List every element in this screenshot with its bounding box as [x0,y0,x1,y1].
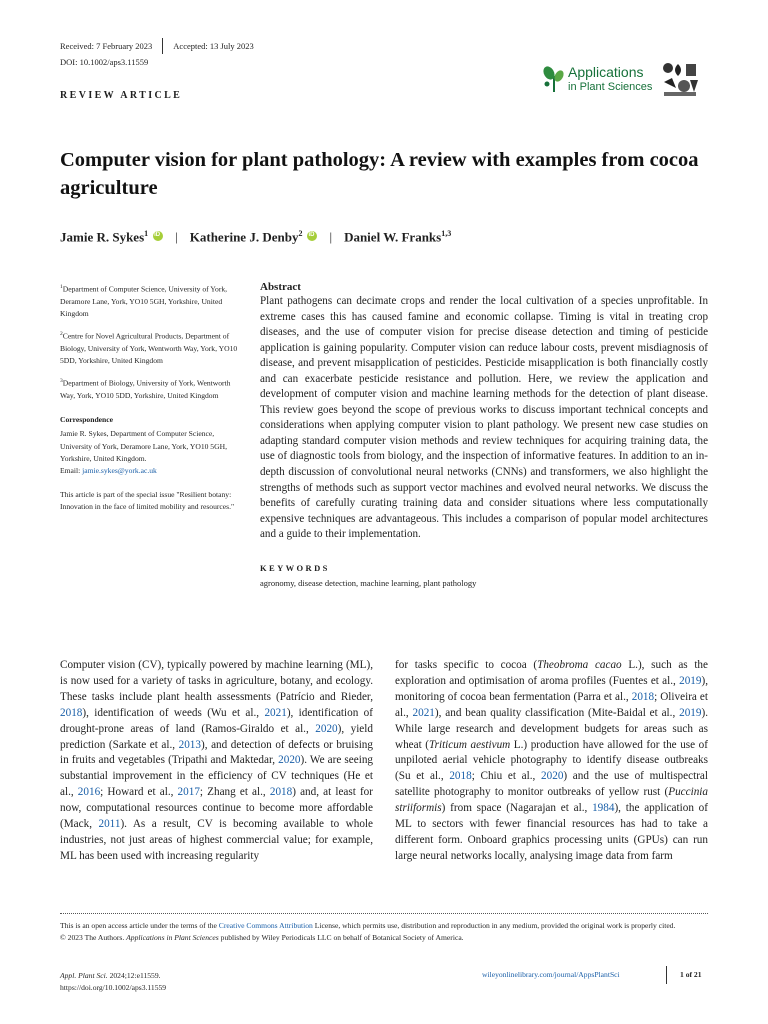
citation-year-link[interactable]: 1984 [592,802,615,815]
body-text: ), the application of ML to sectors with fewer financial resources has had to take a different form. Onboard graphics processing units (GPUs) can run large neural networks locally, analysing image data from farm [395,802,709,862]
citation-year-link[interactable]: 2020 [541,770,564,783]
citation-year-link[interactable]: 2019 [679,706,702,719]
body-text: ) and the use of multispectral satellite photography to monitor outbreaks of yellow rust ( [395,770,708,799]
orcid-icon[interactable] [153,231,163,241]
citation-journal: Appl. Plant Sci. [60,971,108,980]
author-list [60,229,451,245]
cc-license-link[interactable]: Creative Commons Attribution [218,921,313,930]
body-text: ). We are seeing substantial improvement in the efficiency of CV techniques (He et al., [60,754,374,799]
affiliations-column [60,281,246,514]
body-text: ; Oliveira et al., [395,690,708,719]
body-column-left [60,658,373,865]
citation-details: 2024;12:e11559. [107,971,161,980]
doi-url[interactable]: https://doi.org/10.1002/aps3.11559 [60,983,167,992]
species-name: Triticum aestivum [429,738,511,751]
body-text: ; Chiu et al., [471,770,542,783]
citation-year-link[interactable]: 2020 [278,754,301,767]
body-text: ), and bean quality classification (Mite-Baidal et al., [434,706,680,719]
journal-cover-thumbnail [660,60,700,100]
abstract-heading: Abstract [260,281,301,293]
affiliation-1: $^1$Department of Computer Science, University of York, Deramore Lane, York, YO10 5GH, Yorkshire, United Kingdom [60,284,228,318]
species-name: Puccinia striiformis [395,786,708,815]
citation-year-link[interactable]: 2018 [60,706,83,719]
correspondence-email-line: Email: jamie.sykes@york.ac.uk [60,466,157,476]
license-text: This is an open access article under the terms of the Creative Commons Attribution License, which permits use, distribution and reproduction in any medium, provided the original work is properly cited. [60,921,676,930]
keywords-text: agronomy, disease detection, machine learning, plant pathology [260,577,477,588]
correspondence-heading: Correspondence [60,415,114,425]
body-text: ) and, at least for now, computational resources continue to become more affordable (Mack, [60,786,373,831]
special-issue-note: This article is part of the special issue "Resilient botany: Innovation in the face of limited mobility and resources." [60,490,235,512]
body-text: ), monitoring of cocoa bean fermentation (Parra et al., [395,674,708,703]
keywords-heading: KEYWORDS [260,562,330,573]
affiliation-2: $^2$Centre for Novel Agricultural Products, Department of Biology, University of York, Wentworth Way, York, YO10 5DD, Yorkshire, United Kingdom [60,331,238,366]
citation-year-link[interactable]: 2013 [178,738,201,751]
orcid-icon[interactable] [307,231,317,241]
correspondence-text: Jamie R. Sykes, Department of Computer Science, University of York, Deramore Lane, York, YO10 5GH, Yorkshire, United Kingdom. [60,429,227,463]
body-text: ; Howard et al., [100,786,178,799]
citation-year-link[interactable]: 2016 [77,786,101,799]
body-text: ), identification of drought-prone areas of land (Ramos-Giraldo et al., [60,706,373,735]
license-divider [60,913,708,914]
received-date: Received: 7 February 2023 [60,41,153,51]
author-separator: | [329,229,333,245]
body-text: ). As a result, CV is becoming available to whole industries, not just areas of highest commercial value; for example, ML has been used with increasing regularity [60,818,373,862]
accepted-date: Accepted: 13 July 2023 [173,41,254,51]
journal-logo-line1: Applications [568,64,644,81]
citation-footer [60,970,166,994]
abstract-text: Plant pathogens can decimate crops and render the local cultivation of a species unprofitable. In extreme cases this has caused famine and economic collapse. Timing is vital in treating crop diseases, and the use of computer vision for precise disease detection and timing of pesticide application is gaining popularity. Computer vision can reduce labour costs, prevent misdiagnosis of disease, and prevent misapplication of pesticides. Pesticide misapplication is both financially costly and can exacerbate pesticide resistance and pollution. Here, we review the application and development of computer vision and machine learning methods for the detection of plant disease. This review goes beyond the scope of previous works to discuss important technical concepts and considerations when applying computer vision to plant pathology. We present new case studies on adapting standard computer vision methods and review techniques for acquiring training data, the use of diagnostic tools from biology, and the inspection of informative features. In addition to an in-depth discussion of convolutional neural networks (CNNs) and transformers, we also highlight the strengths of methods such as support vector machines and evolved neural networks. We discuss the benefits of carefully curating training data and consider situations where less computationally expensive techniques are advantageous. This includes a comparison of popular model architectures and a guide to their implementation. [260,295,708,541]
body-text: ). While large research and development budgets for areas such as wheat ( [395,706,708,751]
abstract-section [260,280,708,588]
body-text: for tasks specific to cocoa ( [395,659,538,671]
body-text: ; Zhang et al., [199,786,270,799]
page-number: 1 of 21 [680,970,702,979]
footer-divider [666,966,667,984]
body-column-right [395,658,708,865]
journal-url-link[interactable]: wileyonlinelibrary.com/journal/AppsPlantSci [482,970,620,979]
email-link[interactable]: jamie.sykes@york.ac.uk [82,466,157,476]
article-title: Computer vision for plant pathology: A review with examples from cocoa agriculture [60,149,699,199]
citation-year-link[interactable]: 2018 [269,786,293,799]
body-text: ) from space (Nagarajan et al., [441,802,593,815]
species-name: Theobroma cacao [537,659,622,671]
citation-year-link[interactable]: 2011 [98,818,121,831]
plant-logo-icon [542,64,566,94]
citation-year-link[interactable]: 2021 [412,706,435,719]
body-text: ), identification of weeds (Wu et al., [82,706,265,719]
body-text: ), and detection of defects or bruising in fruits and vegetables (Tripathi and Maktedar, [60,738,373,767]
author-3[interactable]: Daniel W. Franks$^{1,3}$ [344,229,452,245]
citation-year-link[interactable]: 2018 [449,770,472,783]
body-text: Computer vision (CV), typically powered by machine learning (ML), is now used for a variety of tasks in agriculture, botany, and ecology. These tasks include plant health assessments (Patrício and Rieder, [60,659,373,703]
copyright-text: © 2023 The Authors. Applications in Plant Sciences published by Wiley Periodicals LLC on behalf of Botanical Society of America. [60,932,464,942]
body-text: ), yield prediction (Sarkate et al., [60,722,373,751]
citation-year-link[interactable]: 2017 [177,786,200,799]
author-separator: | [175,229,178,245]
body-text: L.) production have allowed for the use of unpiloted aerial vehicle photography to identify disease outbreaks (Su et al., [395,738,708,783]
citation-year-link[interactable]: 2020 [315,722,338,735]
citation-year-link[interactable]: 2018 [631,690,655,703]
date-divider [162,38,163,54]
license-note [60,920,710,943]
article-dates [60,38,254,54]
author-1[interactable]: Jamie R. Sykes$^1$ [60,229,149,245]
citation-year-link[interactable]: 2019 [679,674,702,687]
doi: DOI: 10.1002/aps3.11559 [60,57,149,67]
citation-year-link[interactable]: 2021 [264,706,287,719]
article-type: REVIEW ARTICLE [60,90,183,101]
journal-logo-line2: in Plant Sciences [568,80,653,93]
affiliation-3: $^3$Department of Biology, University of York, Wentworth Way, York, YO10 5DD, Yorkshire, United Kingdom [60,378,231,401]
body-text: L.), such as the exploration and optimisation of aroma profiles (Fuentes et al., [395,659,708,687]
author-2[interactable]: Katherine J. Denby$^2$ [189,229,303,245]
